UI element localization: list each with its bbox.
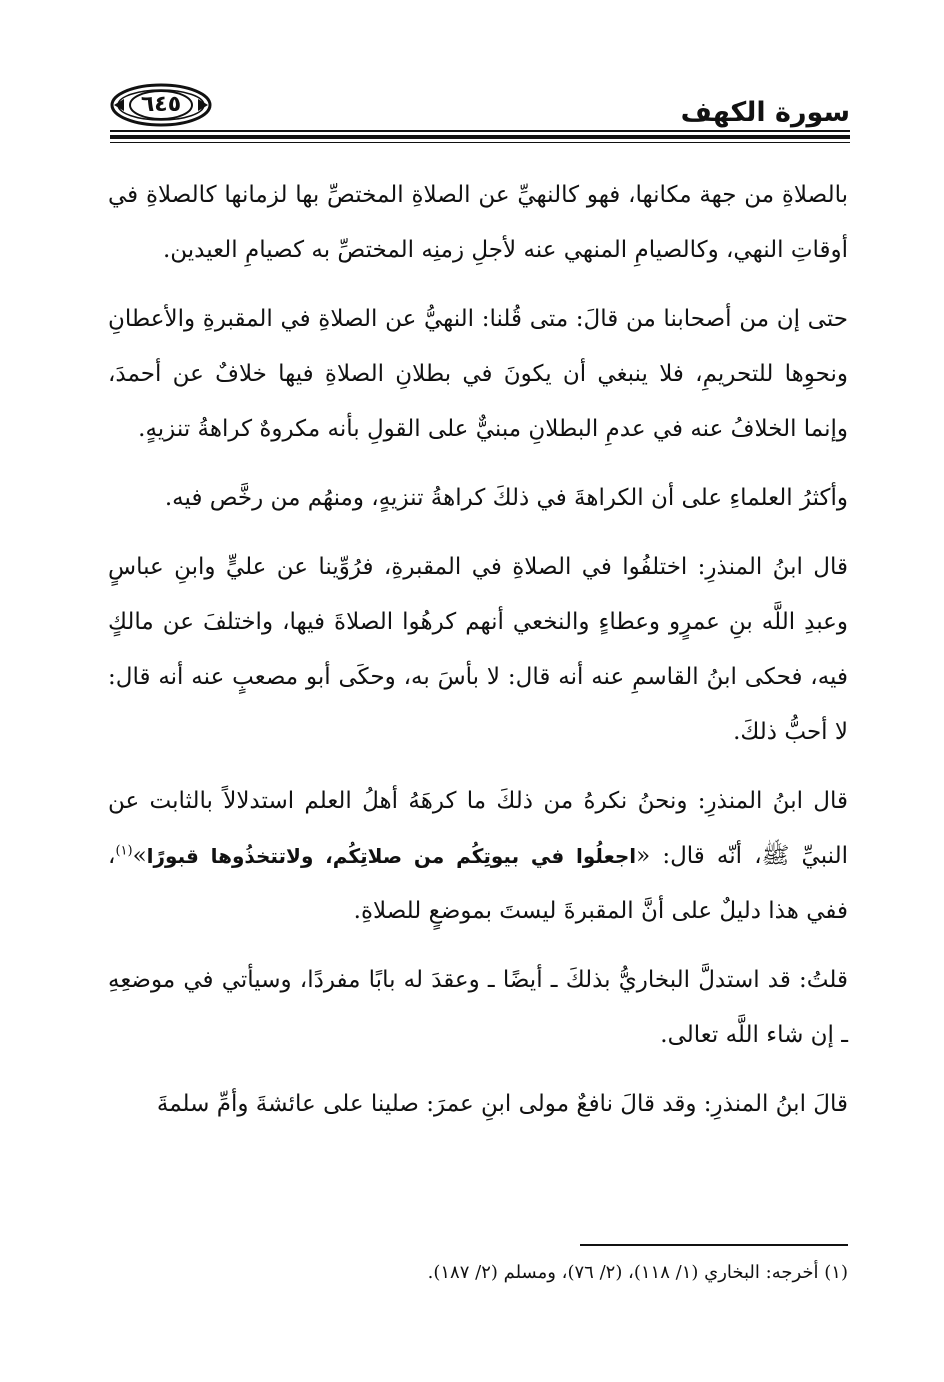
footnote-separator: [580, 1244, 848, 1246]
footnote-reference[interactable]: (١): [115, 843, 133, 859]
paragraph: قال ابنُ المنذرِ: اختلفُوا في الصلاةِ في المقبرةِ، فرُوِّينا عن عليٍّ وابنِ عباسٍ وعبدِ اللَّه بنِ عمرٍو وعطاءٍ والنخعي أنهم كرهُوا الصلاةَ فيها، واختلفَ عن مالكٍ فيه، فحكى ابنُ القاسمِ عنه أنه قال: لا بأسَ به، وحكَى أبو مصعبٍ عنه أنه قال: لا أحبُّ ذلكَ.: [108, 554, 848, 745]
header-divider: [110, 142, 850, 143]
header-divider: [110, 130, 850, 132]
header-divider: [110, 135, 850, 139]
quote-mark: »: [132, 843, 147, 869]
surah-title: سورة الكهف: [680, 97, 850, 128]
paragraph-text: ، ففي هذا دليلٌ على أنَّ المقبرةَ ليستَ بموضعٍ للصلاةِ.: [108, 843, 848, 924]
paragraph: بالصلاةِ من جهة مكانها، فهو كالنهيِّ عن الصلاةِ المختصِّ بها لزمانها كالصلاةِ في أوقاتِ النهي، وكالصيامِ المنهي عنه لأجلِ زمنِه المختصِّ به كصيامِ العيدين.: [108, 182, 848, 263]
page-number: ٦٤٥: [140, 92, 182, 117]
page-number-badge: [110, 82, 212, 128]
paragraph: حتى إن من أصحابنا من قالَ: متى قُلنا: النهيُّ عن الصلاةِ في المقبرةِ والأعطانِ ونحوِها للتحريمِ، فلا ينبغي أن يكونَ في بطلانِ الصلاةِ فيها خلافٌ عن أحمدَ، وإنما الخلافُ عنه في عدمِ البطلانِ مبنيٌّ على القولِ بأنه مكروهٌ كراهةُ تنزيهٍ.: [108, 306, 848, 442]
footnote: (١) أخرجه: البخاري (١/ ١١٨)، (٢/ ٧٦)، ومسلم (٢/ ١٨٧).: [427, 1262, 848, 1283]
paragraph: قلتُ: قد استدلَّ البخاريُّ بذلكَ ـ أيضًا ـ وعقدَ له بابًا مفردًا، وسيأتي في موضعِهِ ـ إن شاء اللَّه تعالى.: [108, 967, 848, 1048]
page-body: [108, 168, 848, 1146]
hadith-quote: اجعلُوا في بيوتِكُم من صلاتِكُم، ولاتتخذُوها قبورًا: [146, 844, 637, 868]
page-header: [110, 78, 850, 148]
paragraph: وأكثرُ العلماءِ على أن الكراهةَ في ذلكَ كراهةُ تنزيهٍ، ومنهُم من رخَّص فيه.: [164, 485, 848, 511]
paragraph: قالَ ابنُ المنذرِ: وقد قالَ نافعٌ مولى ابنِ عمرَ: صلينا على عائشةَ وأمِّ سلمةَ: [156, 1091, 848, 1117]
paragraph-text: قال ابنُ المنذرِ: ونحنُ نكرهُ من ذلكَ ما كرهَهُ أهلُ العلم استدلالاً بالثابت عن النبيِّ ﷺ، أنّه قال: «: [108, 788, 848, 869]
paragraph-with-hadith: [108, 774, 848, 939]
